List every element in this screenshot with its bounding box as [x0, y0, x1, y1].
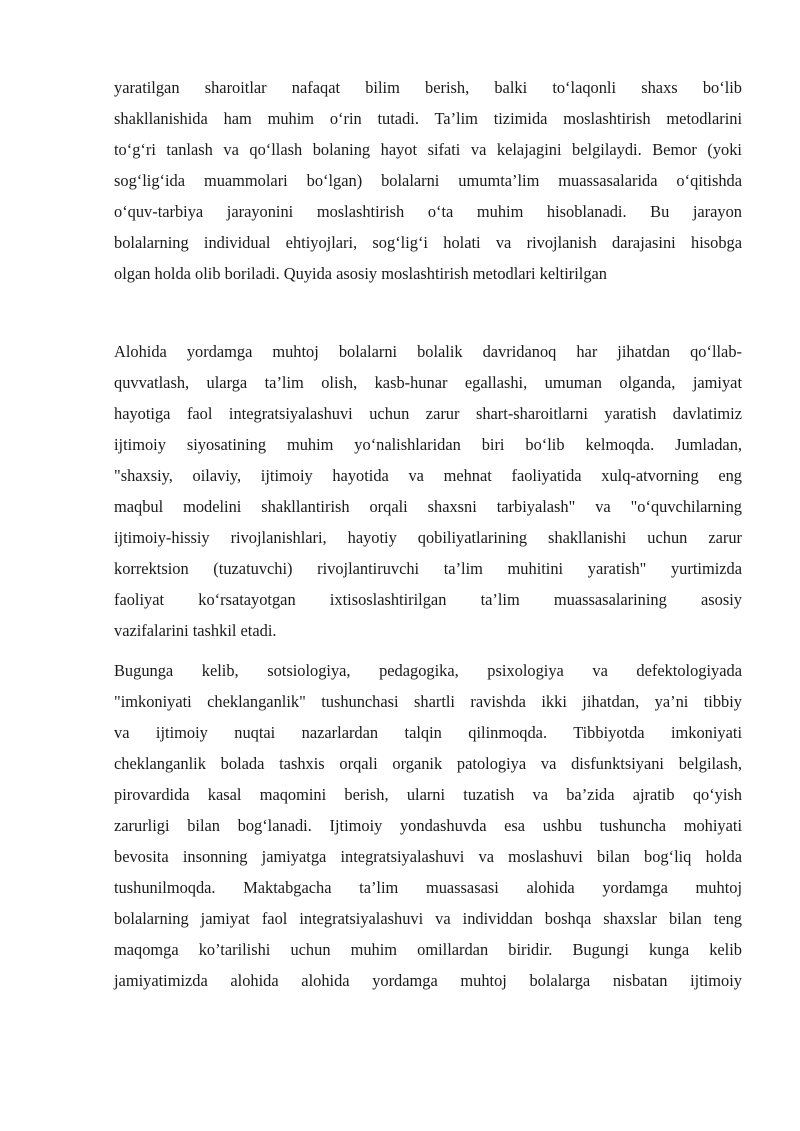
text-line: olgan holda olib boriladi. Quyida asosiy moslashtirish metodlari keltirilgan: [114, 264, 608, 283]
text-line: ijtimoiy siyosatining muhim yo‘nalishlaridan biri bo‘lib kelmoqda. Jumladan,: [114, 435, 742, 454]
text-line: ijtimoiy-hissiy rivojlanishlari, hayotiy qobiliyatlarining shakllanishi uchun zarur: [114, 528, 742, 547]
document-page: [114, 72, 742, 996]
text-line: jamiyatimizda alohida alohida yordamga muhtoj bolalarga nisbatan ijtimoiy: [114, 971, 742, 990]
text-line: vazifalarini tashkil etadi.: [114, 621, 277, 640]
text-line: faoliyat ko‘rsatayotgan ixtisoslashtirilgan ta’lim muassasalarining asosiy: [114, 590, 742, 609]
text-line: "imkoniyati cheklanganlik" tushunchasi shartli ravishda ikki jihatdan, ya’ni tibbiy: [114, 692, 742, 711]
text-line: to‘g‘ri tanlash va qo‘llash bolaning hayot sifati va kelajagini belgilaydi. Bemor (yoki: [114, 140, 742, 159]
text-line: pirovardida kasal maqomini berish, ularni tuzatish va ba’zida ajratib qo‘yish: [114, 785, 742, 804]
text-line: shakllanishida ham muhim o‘rin tutadi. Ta’lim tizimida moslashtirish metodlarini: [114, 109, 742, 128]
text-line: hayotiga faol integratsiyalashuvi uchun zarur shart-sharoitlarni yaratish davlatimiz: [114, 404, 742, 423]
text-line: sog‘lig‘ida muammolari bo‘lgan) bolalarni umumta’lim muassasalarida o‘qitishda: [114, 171, 742, 190]
text-line: maqbul modelini shakllantirish orqali shaxsni tarbiyalash" va "o‘quvchilarning: [114, 497, 742, 516]
paragraph-1: [114, 72, 742, 289]
text-line: zarurligi bilan bog‘lanadi. Ijtimoiy yondashuvda esa ushbu tushuncha mohiyati: [114, 816, 742, 835]
text-line: korrektsion (tuzatuvchi) rivojlantiruvchi ta’lim muhitini yaratish" yurtimizda: [114, 559, 742, 578]
text-line: cheklanganlik bolada tashxis orqali organik patologiya va disfunktsiyani belgilash,: [114, 754, 742, 773]
paragraph-spacer: [114, 289, 742, 336]
text-line: yaratilgan sharoitlar nafaqat bilim berish, balki to‘laqonli shaxs bo‘lib: [114, 78, 742, 97]
text-line: tushunilmoqda. Maktabgacha ta’lim muassasasi alohida yordamga muhtoj: [114, 878, 742, 897]
paragraph-2: [114, 336, 742, 646]
text-line: o‘quv-tarbiya jarayonini moslashtirish o‘ta muhim hisoblanadi. Bu jarayon: [114, 202, 742, 221]
text-line: bolalarning individual ehtiyojlari, sog‘lig‘i holati va rivojlanish darajasini hisobga: [114, 233, 742, 252]
text-line: bevosita insonning jamiyatga integratsiyalashuvi va moslashuvi bilan bog‘liq holda: [114, 847, 742, 866]
text-line: Bugunga kelib, sotsiologiya, pedagogika, psixologiya va defektologiyada: [114, 661, 742, 680]
text-line: Alohida yordamga muhtoj bolalarni bolalik davridanoq har jihatdan qo‘llab-: [114, 342, 742, 361]
paragraph-spacer: [114, 646, 742, 655]
text-line: bolalarning jamiyat faol integratsiyalashuvi va individdan boshqa shaxslar bilan teng: [114, 909, 742, 928]
text-line: quvvatlash, ularga ta’lim olish, kasb-hunar egallashi, umuman olganda, jamiyat: [114, 373, 742, 392]
paragraph-3: [114, 655, 742, 996]
text-line: maqomga ko’tarilishi uchun muhim omillardan biridir. Bugungi kunga kelib: [114, 940, 742, 959]
text-line: "shaxsiy, oilaviy, ijtimoiy hayotida va mehnat faoliyatida xulq-atvorning eng: [114, 466, 742, 485]
text-line: va ijtimoiy nuqtai nazarlardan talqin qilinmoqda. Tibbiyotda imkoniyati: [114, 723, 742, 742]
